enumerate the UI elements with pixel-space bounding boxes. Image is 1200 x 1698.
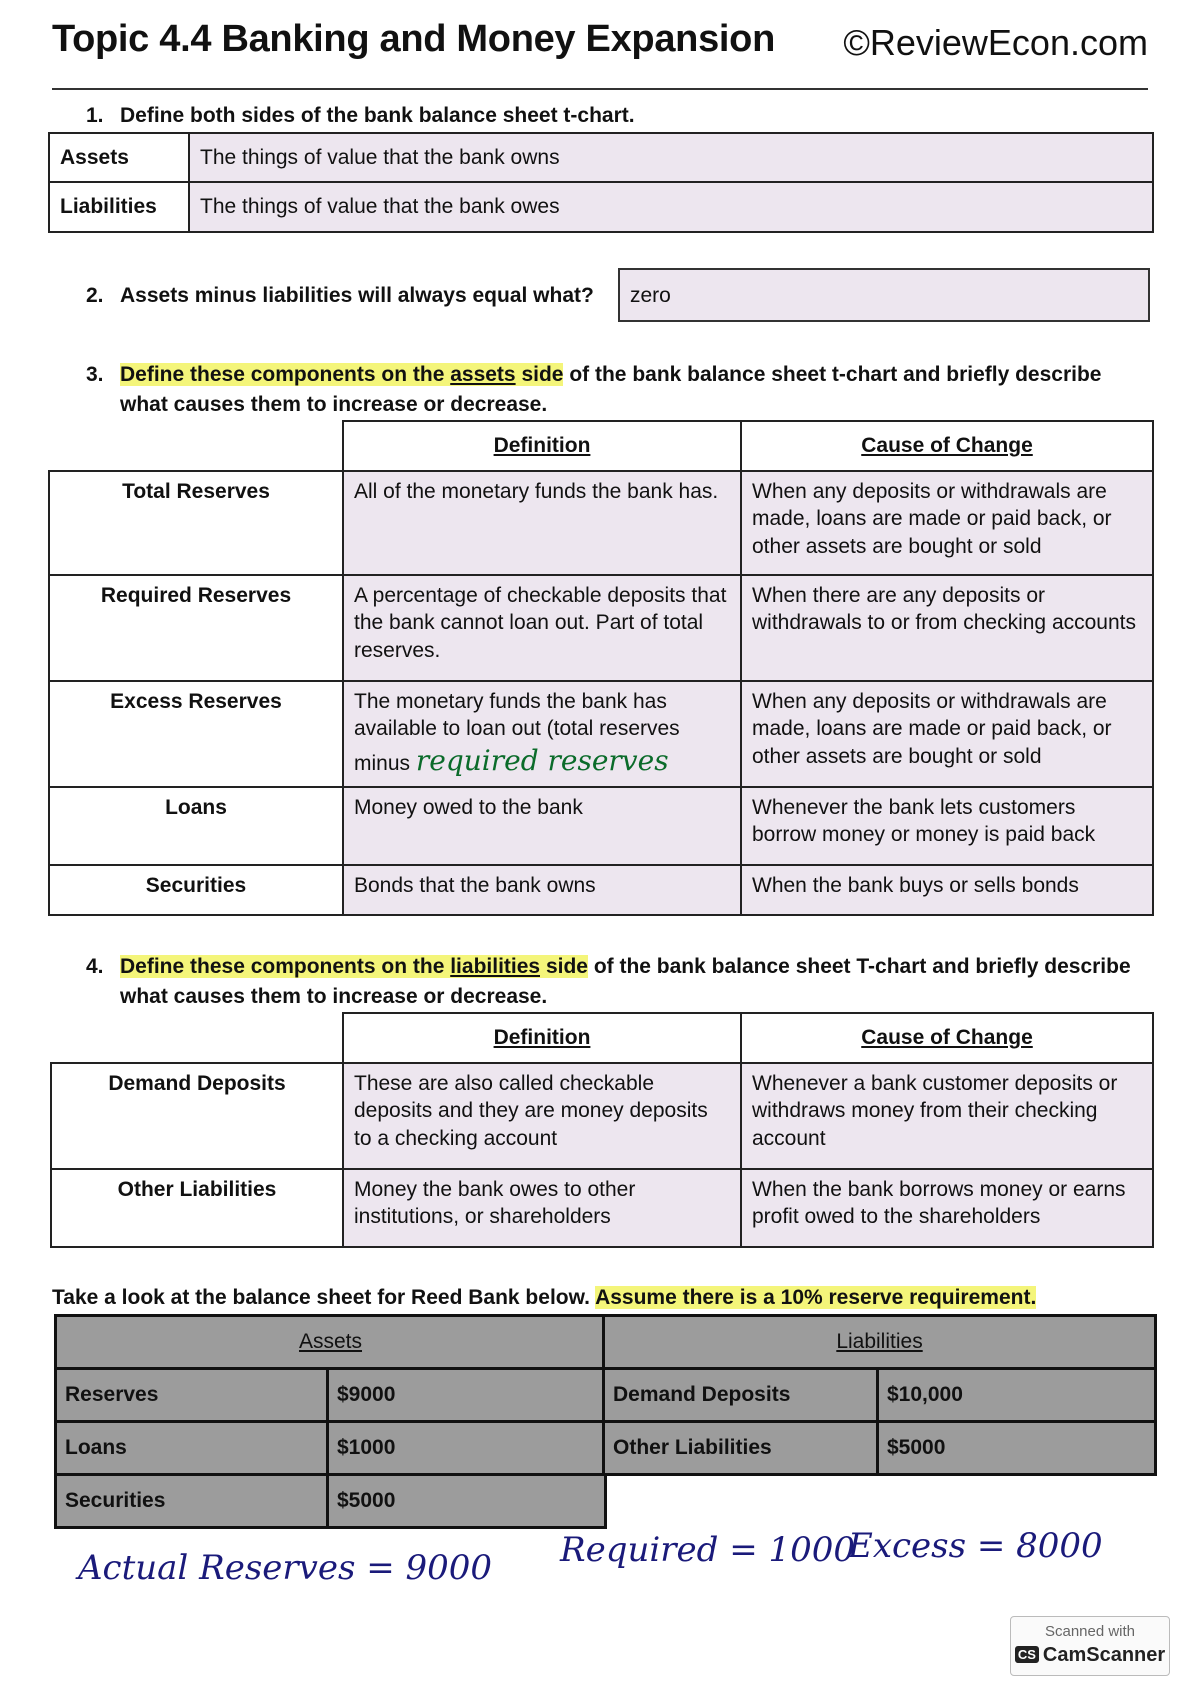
table-header-row: [604, 1316, 1156, 1369]
column-header-definition: Definition: [343, 421, 741, 471]
asset-value: $5000: [328, 1475, 606, 1528]
question-2-answer: zero: [618, 268, 1150, 322]
question-4: [86, 952, 1131, 1013]
row-cause: When the bank borrows money or earns profit owed to the shareholders: [741, 1169, 1153, 1247]
table-header-row: [49, 421, 1153, 471]
question-1: [86, 104, 635, 128]
table-row: [49, 471, 1153, 575]
row-label: Excess Reserves: [49, 681, 343, 787]
question-3-highlight: Define these components on the: [120, 363, 445, 386]
liability-label: Other Liabilities: [604, 1422, 878, 1475]
table-row: [49, 865, 1153, 915]
table-row: [49, 575, 1153, 681]
liability-label: Demand Deposits: [604, 1369, 878, 1422]
row-label: Loans: [49, 787, 343, 865]
column-header-cause: Cause of Change: [741, 1013, 1153, 1063]
handwritten-answer: required reserves: [415, 743, 669, 777]
asset-label: Securities: [56, 1475, 328, 1528]
question-1-number: 1.: [86, 104, 104, 127]
table-row: [56, 1422, 606, 1475]
scanner-watermark: [1010, 1616, 1170, 1676]
table-row: [56, 1475, 606, 1528]
asset-label: Reserves: [56, 1369, 328, 1422]
row-definition: Money the bank owes to other institutions, or shareholders: [343, 1169, 741, 1247]
row-cause: Whenever a bank customer deposits or withdraws money from their checking account: [741, 1063, 1153, 1169]
question-4-text-line2: what causes them to increase or decrease.: [120, 985, 548, 1009]
blank-header-cell: [49, 421, 343, 471]
handwritten-excess: Excess = 8000: [848, 1526, 1103, 1566]
table-row: [49, 787, 1153, 865]
table-header-row: [51, 1013, 1153, 1063]
liabilities-components-table: [50, 1012, 1154, 1248]
row-cause: When any deposits or withdrawals are made, loans are made or paid back, or other assets are bought or sold: [741, 681, 1153, 787]
question-4-number: 4.: [86, 955, 104, 978]
liability-value: $5000: [878, 1422, 1156, 1475]
row-definition: These are also called checkable deposits and they are money deposits to a checking account: [343, 1063, 741, 1169]
table-row: [56, 1369, 606, 1422]
page-title: Topic 4.4 Banking and Money Expansion: [52, 18, 775, 60]
scanner-brand: [1011, 1644, 1169, 1667]
row-key: Assets: [49, 133, 189, 182]
table-row: [49, 681, 1153, 787]
row-value: The things of value that the bank owes: [189, 182, 1153, 231]
row-definition: A percentage of checkable deposits that the bank cannot loan out. Part of total reserves.: [343, 575, 741, 681]
column-header-cause: Cause of Change: [741, 421, 1153, 471]
reed-bank-intro: [52, 1286, 1036, 1310]
row-label: Demand Deposits: [51, 1063, 343, 1169]
row-key: Liabilities: [49, 182, 189, 231]
table-row: [49, 182, 1153, 231]
table-row: [604, 1369, 1156, 1422]
asset-value: $1000: [328, 1422, 606, 1475]
assets-components-table: [48, 420, 1154, 916]
row-value: The things of value that the bank owns: [189, 133, 1153, 182]
camscanner-logo-icon: CS: [1015, 1646, 1039, 1663]
asset-label: Loans: [56, 1422, 328, 1475]
question-3-text-line2: what causes them to increase or decrease.: [120, 393, 548, 417]
row-cause: When any deposits or withdrawals are made, loans are made or paid back, or other assets are bought or sold: [741, 471, 1153, 575]
column-header-definition: Definition: [343, 1013, 741, 1063]
asset-value: $9000: [328, 1369, 606, 1422]
question-1-text: Define both sides of the bank balance sheet t-chart.: [120, 104, 635, 127]
liabilities-header: Liabilities: [604, 1316, 1156, 1369]
question-3-highlight-side: side: [521, 363, 564, 386]
row-cause: Whenever the bank lets customers borrow money or money is paid back: [741, 787, 1153, 865]
liability-value: $10,000: [878, 1369, 1156, 1422]
row-label: Other Liabilities: [51, 1169, 343, 1247]
handwritten-required: Required = 1000: [560, 1530, 856, 1570]
question-3-highlight-underlined: assets: [450, 363, 516, 386]
row-label: Required Reserves: [49, 575, 343, 681]
question-3-text: of the bank balance sheet t-chart and briefly describe: [569, 363, 1102, 386]
table-header-row: [56, 1316, 606, 1369]
reed-assets-table: [54, 1314, 607, 1529]
question-4-highlight: Define these components on the: [120, 955, 445, 978]
question-3-number: 3.: [86, 363, 104, 386]
question-4-highlight-underlined: liabilities: [450, 955, 541, 978]
header-divider: [52, 88, 1148, 90]
scanner-watermark-line1: Scanned with: [1044, 1623, 1136, 1640]
reed-bank-intro-text: Take a look at the balance sheet for Reed Bank below.: [52, 1286, 590, 1309]
table-row: [604, 1422, 1156, 1475]
handwritten-actual-reserves: Actual Reserves = 9000: [78, 1548, 493, 1588]
row-definition: All of the monetary funds the bank has.: [343, 471, 741, 575]
assets-header: Assets: [56, 1316, 606, 1369]
question-2-text: Assets minus liabilities will always equal what?: [120, 284, 594, 307]
question-2: [86, 284, 594, 308]
question-3: [86, 360, 1101, 421]
row-label: Total Reserves: [49, 471, 343, 575]
question-4-highlight-side: side: [545, 955, 588, 978]
scanner-brand-name: CamScanner: [1042, 1644, 1166, 1666]
assets-liabilities-table: [48, 132, 1154, 233]
reed-bank-intro-highlight: Assume there is a 10% reserve requirement.: [595, 1286, 1037, 1309]
row-definition: Money owed to the bank: [343, 787, 741, 865]
row-label: Securities: [49, 865, 343, 915]
row-cause: When there are any deposits or withdrawals to or from checking accounts: [741, 575, 1153, 681]
table-row: [49, 133, 1153, 182]
table-row: [51, 1063, 1153, 1169]
question-4-text: of the bank balance sheet T-chart and briefly describe: [593, 955, 1131, 978]
row-definition-text: The monetary funds the bank has available to loan out (total reserves minus: [354, 690, 680, 775]
row-definition: [343, 681, 741, 787]
row-definition: Bonds that the bank owns: [343, 865, 741, 915]
site-name: ©ReviewEcon.com: [843, 22, 1148, 63]
table-row: [51, 1169, 1153, 1247]
question-2-number: 2.: [86, 284, 104, 307]
row-cause: When the bank buys or sells bonds: [741, 865, 1153, 915]
reed-liabilities-table: [602, 1314, 1157, 1476]
blank-header-cell: [51, 1013, 343, 1063]
